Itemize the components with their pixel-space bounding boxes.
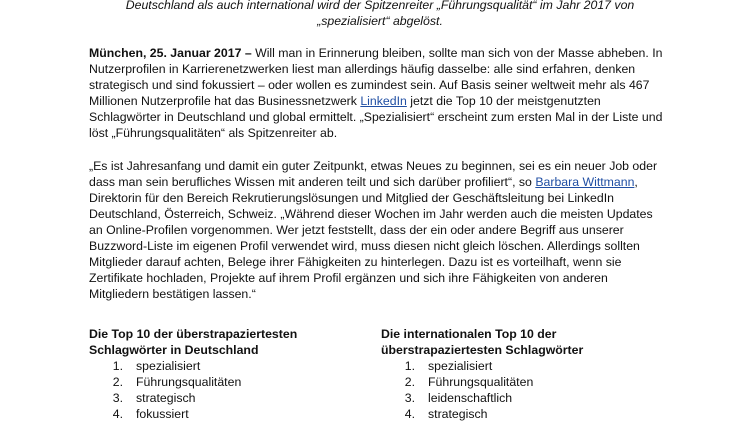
list-item-text: spezialisiert bbox=[136, 359, 201, 373]
list-item-number: 2. bbox=[404, 375, 415, 389]
list-germany-items bbox=[89, 358, 359, 422]
list-international-title-line-1: Die internationalen Top 10 der bbox=[381, 327, 557, 341]
list-item-text: strategisch bbox=[136, 391, 196, 405]
linkedin-link[interactable]: LinkedIn bbox=[360, 94, 407, 108]
list-item bbox=[89, 374, 359, 390]
list-item bbox=[381, 358, 681, 374]
list-international-items bbox=[381, 358, 681, 422]
intro-text-1: Will man in Erinnerung bleiben, sollte man sich von der Masse abheben. In Nutzerprofilen in Karrierenetzwerken liest man allerdings häufig dasselbe: alle sind erfahren, denken strategisch und sind fokussiert – oder wollen es zumindest sein. Auf Basis seiner weltweit mehr als 467 Millionen Nutzerprofile hat das Businessnetzwerk bbox=[89, 46, 663, 108]
list-item-text: leidenschaftlich bbox=[428, 391, 513, 405]
list-item bbox=[89, 406, 359, 422]
list-item-text: spezialisiert bbox=[428, 359, 493, 373]
list-item-text: Führungsqualitäten bbox=[428, 375, 534, 389]
paragraph-quote bbox=[89, 158, 669, 302]
list-germany-title-line-2: Schlagwörter in Deutschland bbox=[89, 343, 259, 357]
list-item-number: 2. bbox=[112, 375, 123, 389]
list-item-text: Führungsqualitäten bbox=[136, 375, 242, 389]
list-item-number: 4. bbox=[112, 407, 123, 421]
subtitle bbox=[60, 0, 700, 29]
paragraph-intro bbox=[89, 45, 669, 141]
list-item bbox=[89, 390, 359, 406]
quote-text-2: , Direktorin für den Bereich Rekrutierungslösungen und Mitglied der Geschäftsleitung bei LinkedIn Deutschland, Österreich, Schweiz. „Während dieser Wochen im Jahr werden auch die meisten Updates an Online-Profilen vorgenommen. Wer jetzt feststellt, dass der ein oder andere Begriff aus unserer Buzzword-Liste im eigenen Profil verwendet wird, muss diesen nicht gleich löschen. Allerdings sollten Mitglieder darauf achten, Belege ihrer Fähigkeiten zu hinterlegen. Dazu ist es vorteilhaft, wenn sie Zertifikate hochladen, Projekte auf ihrem Profil ergänzen und sich ihre Fähigkeiten von anderen Mitgliedern bestätigen lassen.“ bbox=[89, 175, 653, 301]
subtitle-line-2: „spezialisiert“ abgelöst. bbox=[317, 14, 443, 28]
list-item-text: strategisch bbox=[428, 407, 488, 421]
list-item-number: 1. bbox=[404, 359, 415, 373]
list-germany-title bbox=[89, 326, 359, 358]
list-germany bbox=[89, 326, 359, 422]
dateline: München, 25. Januar 2017 – bbox=[89, 46, 252, 60]
list-item-text: fokussiert bbox=[136, 407, 189, 421]
list-item bbox=[89, 358, 359, 374]
list-germany-title-line-1: Die Top 10 der überstrapaziertesten bbox=[89, 327, 298, 341]
list-item bbox=[381, 374, 681, 390]
list-item bbox=[381, 390, 681, 406]
barbara-wittmann-link[interactable]: Barbara Wittmann bbox=[535, 175, 635, 189]
list-item bbox=[381, 406, 681, 422]
list-item-number: 3. bbox=[112, 391, 123, 405]
list-international bbox=[381, 326, 681, 422]
intro-text-2: jetzt die Top 10 der meistgenutzten Schlagwörter in Deutschland und global ermittelt. „Spezialisiert“ erscheint zum ersten Mal in der Liste und löst „Führungsqualitäten“ als Spitzenreiter ab. bbox=[89, 94, 663, 140]
list-international-title-line-2: überstrapaziertesten Schlagwörter bbox=[381, 343, 584, 357]
list-item-number: 3. bbox=[404, 391, 415, 405]
list-international-title bbox=[381, 326, 681, 358]
list-item-number: 1. bbox=[112, 359, 123, 373]
list-item-number: 4. bbox=[404, 407, 415, 421]
subtitle-line-1: Deutschland als auch international wird der Spitzenreiter „Führungsqualität“ im Jahr 2017 von bbox=[125, 0, 635, 12]
quote-text-1: „Es ist Jahresanfang und damit ein guter Zeitpunkt, etwas Neues zu beginnen, sei es ein neuer Job oder dass man sein berufliches Wissen mit anderen teilt und sich darüber profiliert“, so bbox=[89, 159, 658, 189]
